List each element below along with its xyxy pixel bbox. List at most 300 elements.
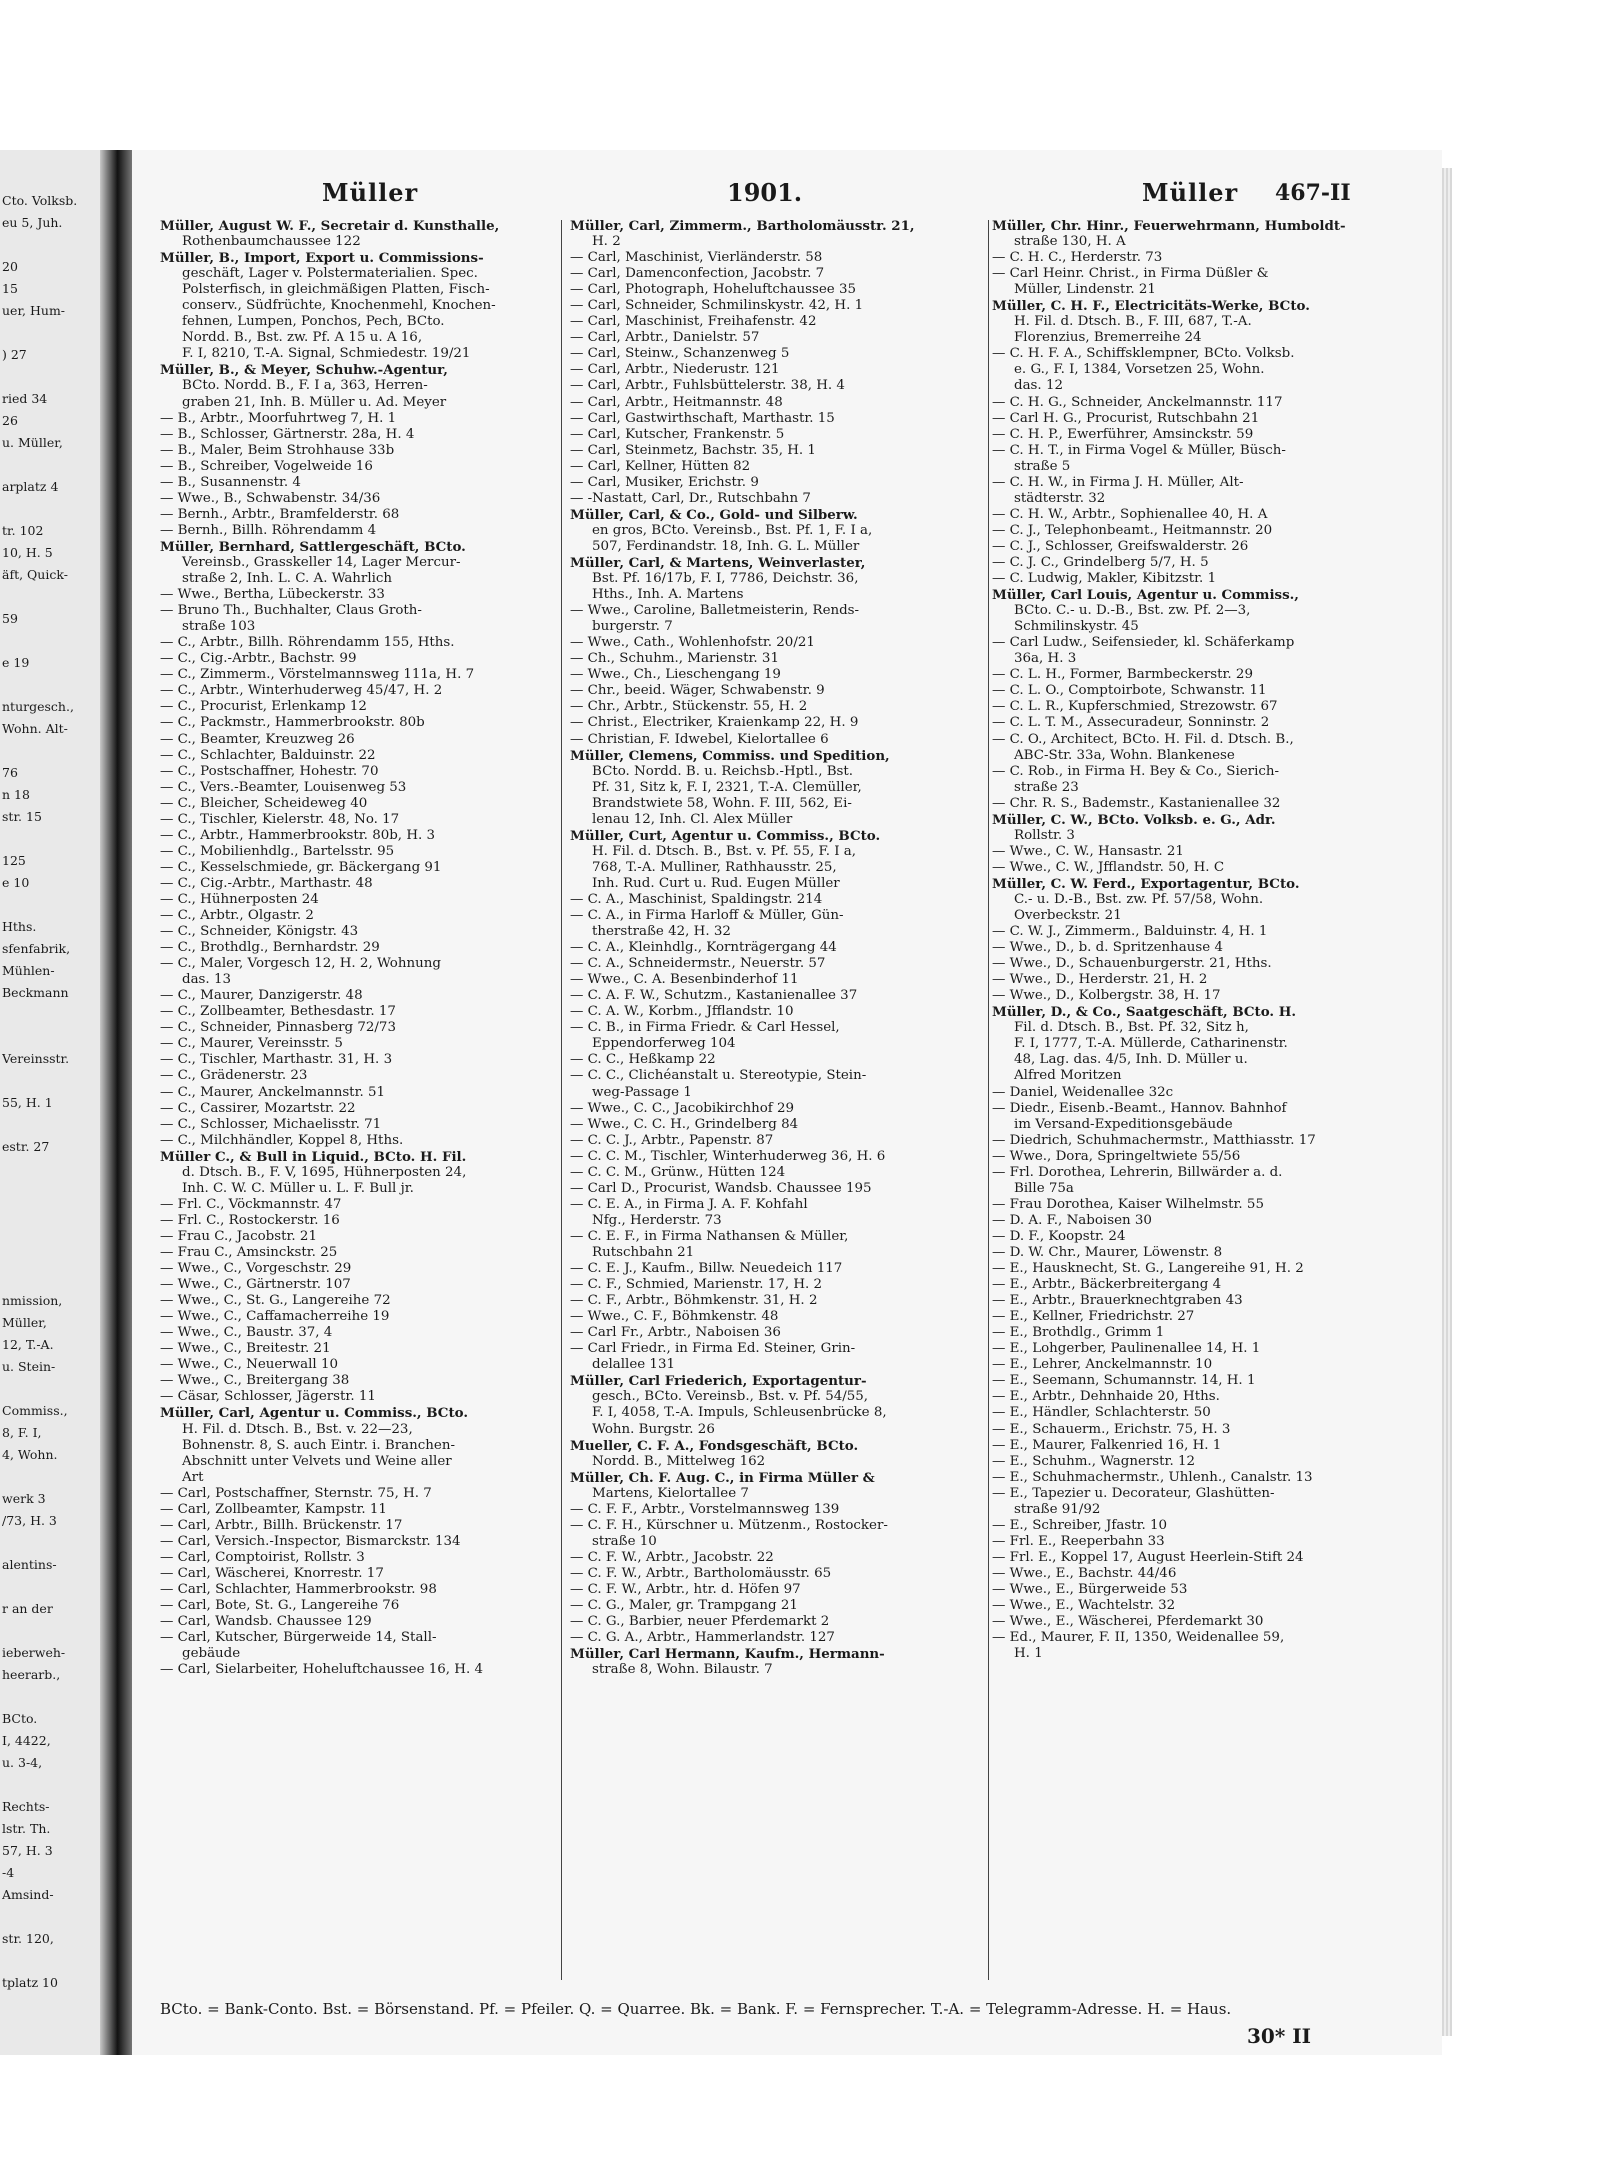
directory-entry-line: — Wwe., D., Kolbergstr. 38, H. 17 <box>992 988 1221 1004</box>
directory-entry-line: — Wwe., D., Schauenburgerstr. 21, Hths. <box>992 956 1272 972</box>
directory-entry-line: — Bruno Th., Buchhalter, Claus Groth- <box>160 603 422 619</box>
directory-entry-line: — C., Milchhändler, Koppel 8, Hths. <box>160 1132 404 1148</box>
directory-entry-line: Müller, B., Import, Export u. Commissions- <box>160 250 484 267</box>
directory-entry-line: — Carl, Photograph, Hoheluftchaussee 35 <box>570 282 857 298</box>
directory-entry-line: — Chr., Arbtr., Stückenstr. 55, H. 2 <box>570 699 808 715</box>
directory-entry-line: — Chr., beeid. Wäger, Schwabenstr. 9 <box>570 683 825 699</box>
directory-entry-line: BCto. Nordd. B. u. Reichsb.-Hptl., Bst. <box>592 763 854 779</box>
facing-page-line: 12, T.-A. <box>2 1337 54 1352</box>
facing-page-line: 57, H. 3 <box>2 1843 53 1858</box>
directory-entry-line: — E., Händler, Schlachterstr. 50 <box>992 1405 1211 1421</box>
directory-entry-line: Müller, August W. F., Secretair d. Kunsthalle, <box>160 218 500 234</box>
facing-page-line: 10, H. 5 <box>2 545 53 560</box>
directory-entry-line: straße 2, Inh. L. C. A. Wahrlich <box>182 571 393 587</box>
directory-entry-line: conserv., Südfrüchte, Knochenmehl, Knochen- <box>182 298 496 314</box>
directory-entry-line: Müller, Carl, Zimmerm., Bartholomäusstr. 21, <box>570 218 915 234</box>
directory-entry-line: straße 5 <box>1014 458 1071 474</box>
directory-entry-line: — E., Lohgerber, Paulinenallee 14, H. 1 <box>992 1341 1261 1357</box>
directory-entry-line: — Wwe., Bertha, Lübeckerstr. 33 <box>160 587 385 603</box>
directory-entry-line: Art <box>182 1469 204 1485</box>
facing-page-line: uer, Hum- <box>2 303 66 318</box>
directory-entry-line: — C. H. F. A., Schiffsklempner, BCto. Volksb. <box>992 346 1295 362</box>
directory-entry-line: — Carl, Arbtr., Danielstr. 57 <box>570 330 760 346</box>
directory-entry-line: Rutschbahn 21 <box>592 1245 695 1260</box>
directory-entry-line: H. Fil. d. Dtsch. B., F. III, 687, T.-A. <box>1014 314 1252 330</box>
directory-entry-line: — E., Hausknecht, St. G., Langereihe 91, H. 2 <box>992 1261 1304 1277</box>
directory-entry-line: — Carl, Kutscher, Bürgerweide 14, Stall- <box>160 1630 437 1646</box>
directory-entry-line: — Carl, Bote, St. G., Langereihe 76 <box>160 1598 400 1614</box>
facing-page-line: alentins- <box>2 1557 57 1572</box>
directory-entry-line: 768, T.-A. Mulliner, Rathhausstr. 25, <box>592 859 837 875</box>
directory-entry-line: Müller, Lindenstr. 21 <box>1014 282 1156 298</box>
directory-entry-line: Müller, Carl Hermann, Kaufm., Hermann- <box>570 1646 885 1663</box>
directory-entry-line: H. Fil. d. Dtsch. B., Bst. v. Pf. 55, F. I a, <box>592 843 857 859</box>
directory-entry-line: — Carl, Kutscher, Frankenstr. 5 <box>570 426 785 442</box>
directory-entry-line: Alfred Moritzen <box>1014 1068 1122 1084</box>
directory-entry-line: — Carl H. G., Procurist, Rutschbahn 21 <box>992 410 1260 426</box>
facing-page-line: werk 3 <box>2 1491 46 1506</box>
directory-entry-line: städterstr. 32 <box>1014 490 1106 506</box>
directory-entry-line: — D. F., Koopstr. 24 <box>992 1228 1126 1244</box>
directory-entry-line: — E., Schuhmachermstr., Uhlenh., Canalstr. 13 <box>992 1469 1313 1485</box>
facing-page-line: 26 <box>2 413 18 428</box>
directory-entry-line: Pf. 31, Sitz k, F. I, 2321, T.-A. Clemüller, <box>592 779 862 795</box>
directory-entry-line: Müller, B., & Meyer, Schuhw.-Agentur, <box>160 362 448 379</box>
directory-entry-line: — Carl, Schlachter, Hammerbrookstr. 98 <box>160 1581 437 1597</box>
facing-page-line: Cto. Volksb. <box>2 193 78 208</box>
directory-entry-line: Florenzius, Bremerreihe 24 <box>1014 330 1202 346</box>
directory-entry-line: Müller, Ch. F. Aug. C., in Firma Müller & <box>570 1469 875 1486</box>
directory-entry-line: — Carl D., Procurist, Wandsb. Chaussee 195 <box>570 1180 872 1196</box>
directory-entry-line: — Wwe., C. A. Besenbinderhof 11 <box>570 972 799 988</box>
directory-entry-line: — Wwe., C. W., Hansastr. 21 <box>992 843 1184 859</box>
directory-entry-line: — C. E. A., in Firma J. A. F. Kohfahl <box>570 1196 808 1212</box>
directory-entry-line: Vereinsb., Grasskeller 14, Lager Mercur- <box>182 554 461 570</box>
directory-entry-line: — Frl. C., Rostockerstr. 16 <box>160 1212 340 1228</box>
directory-entry-line: — Carl, Arbtr., Fuhlsbüttelerstr. 38, H. 4 <box>570 378 845 394</box>
directory-entry-line: — C., Zimmerm., Vörstelmannsweg 111a, H. 7 <box>160 667 475 683</box>
directory-entry-line: Overbeckstr. 21 <box>1014 908 1122 924</box>
facing-page-line: arplatz 4 <box>2 479 59 494</box>
directory-entry-line: lenau 12, Inh. Cl. Alex Müller <box>592 811 793 827</box>
facing-page-line: -4 <box>2 1865 15 1880</box>
book-gutter <box>100 150 132 2055</box>
directory-entry-line: Rollstr. 3 <box>1014 827 1075 843</box>
directory-entry-line: BCto. Nordd. B., F. I a, 363, Herren- <box>182 378 428 394</box>
directory-entry-line: — Wwe., Cath., Wohlenhofstr. 20/21 <box>570 635 815 651</box>
facing-page-line: I, 4422, <box>2 1733 51 1748</box>
directory-entry-line: — Wwe., Caroline, Balletmeisterin, Rends- <box>570 603 860 619</box>
directory-entry-line: — C., Grädenerstr. 23 <box>160 1068 308 1084</box>
directory-entry-line: — Daniel, Weidenallee 32c <box>992 1084 1174 1100</box>
directory-entry-line: — C., Kesselschmiede, gr. Bäckergang 91 <box>160 859 442 875</box>
directory-entry-line: — Frl. E., Koppel 17, August Heerlein-Stift 24 <box>992 1549 1304 1565</box>
directory-entry-line: — B., Schlosser, Gärtnerstr. 28a, H. 4 <box>160 426 415 442</box>
directory-entry-line: therstraße 42, H. 32 <box>592 924 731 940</box>
directory-entry-line: — C. C. M., Grünw., Hütten 124 <box>570 1164 786 1180</box>
directory-entry-line: — B., Susannenstr. 4 <box>160 474 301 490</box>
facing-page-line: tr. 102 <box>2 523 44 538</box>
directory-entry-line: — Carl Heinr. Christ., in Firma Düßler & <box>992 266 1269 282</box>
directory-entry-line: — Wwe., C., Breitestr. 21 <box>160 1341 331 1357</box>
directory-entry-line: Müller, Carl, & Martens, Weinverlaster, <box>570 554 866 571</box>
facing-page-line: 15 <box>2 281 18 296</box>
directory-entry-line: — E., Arbtr., Brauerknechtgraben 43 <box>992 1293 1243 1309</box>
directory-entry-line: fehnen, Lumpen, Ponchos, Pech, BCto. <box>182 314 445 330</box>
directory-entry-line: — C., Schlosser, Michaelisstr. 71 <box>160 1116 382 1132</box>
directory-entry-line: — Wwe., E., Wachtelstr. 32 <box>992 1598 1176 1614</box>
directory-entry-line: — E., Lehrer, Anckelmannstr. 10 <box>992 1357 1213 1373</box>
directory-entry-line: — Wwe., C. W., Jfflandstr. 50, H. C <box>992 859 1225 875</box>
facing-page-line: 55, H. 1 <box>2 1095 53 1110</box>
facing-page-line: Beckmann <box>2 985 69 1000</box>
directory-entry-line: H. 1 <box>1014 1646 1043 1662</box>
directory-entry-line: — Carl, Schneider, Schmilinskystr. 42, H. 1 <box>570 298 864 314</box>
directory-entry-line: Inh. Rud. Curt u. Rud. Eugen Müller <box>592 875 840 891</box>
directory-entry-line: — Carl, Arbtr., Billh. Brückenstr. 17 <box>160 1517 403 1533</box>
entry-columns <box>160 218 1412 1978</box>
directory-entry-line: — C. A., Maschinist, Spaldingstr. 214 <box>570 891 823 907</box>
directory-entry-line: — C. H. W., in Firma J. H. Müller, Alt- <box>992 474 1244 490</box>
directory-entry-line: Bohnenstr. 8, S. auch Eintr. i. Branchen- <box>182 1437 455 1453</box>
directory-entry-line: — C., Schneider, Königstr. 43 <box>160 924 359 940</box>
directory-entry-line: — Wwe., Dora, Springeltwiete 55/56 <box>992 1148 1241 1164</box>
header-year: 1901. <box>727 178 803 207</box>
facing-page-line: str. 120, <box>2 1931 54 1946</box>
directory-entry-line: straße 8, Wohn. Bilaustr. 7 <box>592 1662 773 1678</box>
directory-entry-line: — E., Brothdlg., Grimm 1 <box>992 1325 1165 1341</box>
facing-page-line: /73, H. 3 <box>2 1513 57 1528</box>
facing-page-line: n 18 <box>2 787 30 802</box>
directory-entry-line: — C., Zollbeamter, Bethesdastr. 17 <box>160 1004 396 1020</box>
facing-page-line: 8, F. I, <box>2 1425 42 1440</box>
directory-entry-line: — Carl, Steinw., Schanzenweg 5 <box>570 346 790 362</box>
directory-entry-line: — C. G. A., Arbtr., Hammerlandstr. 127 <box>570 1630 835 1646</box>
directory-entry-line: d. Dtsch. B., F. V, 1695, Hühnerposten 24, <box>182 1164 467 1180</box>
facing-page-line: äft, Quick- <box>2 567 68 582</box>
directory-entry-line: — C., Bleicher, Scheideweg 40 <box>160 795 368 811</box>
facing-page-line: nmission, <box>2 1293 63 1308</box>
directory-entry-line: straße 23 <box>1014 779 1079 795</box>
directory-entry-line: Martens, Kielortallee 7 <box>592 1485 749 1501</box>
directory-entry-line: — Diedr., Eisenb.-Beamt., Hannov. Bahnhof <box>992 1100 1287 1116</box>
directory-entry-line: straße 103 <box>182 619 256 635</box>
directory-entry-line: — C., Mobilienhdlg., Bartelsstr. 95 <box>160 843 395 859</box>
directory-entry-line: — B., Schreiber, Vogelweide 16 <box>160 458 373 474</box>
facing-page-line: eu 5, Juh. <box>2 215 63 230</box>
directory-page <box>132 150 1442 2055</box>
facing-page-line: ) 27 <box>2 347 27 362</box>
directory-entry-line: Müller, Clemens, Commiss. und Spedition, <box>570 747 890 764</box>
directory-entry-line: — Wwe., D., Herderstr. 21, H. 2 <box>992 972 1208 988</box>
directory-entry-line: H. Fil. d. Dtsch. B., Bst. v. 22—23, <box>182 1421 413 1437</box>
directory-entry-line: — Carl, Wandsb. Chaussee 129 <box>160 1614 372 1630</box>
directory-entry-line: — C. H. T., in Firma Vogel & Müller, Büsch- <box>992 442 1286 458</box>
facing-page-line: Amsind- <box>2 1887 54 1902</box>
directory-entry-line: — Frau C., Jacobstr. 21 <box>160 1228 317 1244</box>
directory-entry-line: Müller, C. H. F., Electricitäts-Werke, BCto. <box>992 298 1310 315</box>
directory-entry-line: — Wwe., C., St. G., Langereihe 72 <box>160 1293 391 1309</box>
directory-entry-line: — Wwe., E., Bürgerweide 53 <box>992 1581 1188 1597</box>
directory-entry-line: — Carl, Zollbeamter, Kampstr. 11 <box>160 1501 387 1517</box>
directory-entry-line: — C., Cig.-Arbtr., Marthastr. 48 <box>160 875 373 891</box>
directory-entry-line: — C. J., Schlosser, Greifswalderstr. 26 <box>992 538 1249 554</box>
directory-entry-line: — C., Tischler, Kielerstr. 48, No. 17 <box>160 811 400 827</box>
directory-entry-line: — Wwe., C., Breitergang 38 <box>160 1373 350 1389</box>
header-left-keyword: Müller <box>322 178 419 207</box>
directory-entry-line: — C. Ludwig, Makler, Kibitzstr. 1 <box>992 571 1217 587</box>
facing-page-line: str. 15 <box>2 809 42 824</box>
directory-entry-line: — Wwe., E., Bachstr. 44/46 <box>992 1565 1177 1581</box>
directory-entry-line: — Wwe., C., Neuerwall 10 <box>160 1357 339 1373</box>
facing-page-line: Wohn. Alt- <box>2 721 68 736</box>
page-number: 467-II <box>1275 180 1351 206</box>
directory-entry-line: F. I, 1777, T.-A. Müllerde, Catharinenstr. <box>1014 1036 1288 1052</box>
directory-entry-line: — Frl. Dorothea, Lehrerin, Billwärder a. d. <box>992 1164 1283 1180</box>
directory-entry-line: — C., Cassirer, Mozartstr. 22 <box>160 1100 356 1116</box>
directory-entry-line: — C. L. H., Former, Barmbeckerstr. 29 <box>992 667 1253 683</box>
directory-entry-line: — Carl, Sielarbeiter, Hoheluftchaussee 16, H. 4 <box>160 1662 484 1678</box>
facing-page-line: ieberweh- <box>2 1645 66 1660</box>
facing-page-line: 125 <box>2 853 26 868</box>
directory-entry-line: — Frl. E., Reeperbahn 33 <box>992 1533 1165 1549</box>
directory-entry-line: — Carl Ludw., Seifensieder, kl. Schäferkamp <box>992 635 1295 651</box>
directory-entry-line: — C., Maler, Vorgesch 12, H. 2, Wohnung <box>160 956 441 972</box>
directory-entry-line: — C. H. G., Schneider, Anckelmannstr. 117 <box>992 394 1283 410</box>
directory-entry-line: — C. Rob., in Firma H. Bey & Co., Sierich- <box>992 763 1279 779</box>
directory-entry-line: — C. J. C., Grindelberg 5/7, H. 5 <box>992 554 1209 570</box>
directory-entry-line: — Carl, Gastwirthschaft, Marthastr. 15 <box>570 410 835 426</box>
directory-entry-line: — C., Postschaffner, Hohestr. 70 <box>160 763 379 779</box>
directory-entry-line: Müller C., & Bull in Liquid., BCto. H. Fil. <box>160 1148 467 1165</box>
directory-entry-line: — C. H. P., Ewerführer, Amsinckstr. 59 <box>992 426 1254 442</box>
running-header <box>132 178 1442 212</box>
directory-entry-line: Müller, C. W., BCto. Volksb. e. G., Adr. <box>992 811 1276 828</box>
directory-entry-line: Müller, Bernhard, Sattlergeschäft, BCto. <box>160 538 466 555</box>
directory-entry-line: Eppendorferweg 104 <box>592 1036 736 1052</box>
directory-entry-line: das. 13 <box>182 972 231 988</box>
directory-entry-line: Fil. d. Dtsch. B., Bst. Pf. 32, Sitz h, <box>1014 1020 1249 1036</box>
directory-entry-line: — E., Schauerm., Erichstr. 75, H. 3 <box>992 1421 1231 1437</box>
directory-entry-line: das. 12 <box>1014 378 1063 394</box>
directory-entry-line: — C. A., in Firma Harloff & Müller, Gün- <box>570 908 844 924</box>
directory-entry-line: — C. W. J., Zimmerm., Balduinstr. 4, H. 1 <box>992 924 1268 940</box>
directory-entry-line: — E., Tapezier u. Decorateur, Glashütten- <box>992 1485 1275 1501</box>
directory-entry-line: — C., Maurer, Danzigerstr. 48 <box>160 988 363 1004</box>
directory-entry-line: — Carl, Maschinist, Freihafenstr. 42 <box>570 314 817 330</box>
directory-entry-line: im Versand-Expeditionsgebäude <box>1014 1116 1233 1132</box>
directory-entry-line: — Bernh., Arbtr., Bramfelderstr. 68 <box>160 506 400 522</box>
facing-page-line: Hths. <box>2 919 37 934</box>
facing-page-line: e 19 <box>2 655 30 670</box>
facing-page-line: 20 <box>2 259 18 274</box>
directory-entry-line: — Carl, Musiker, Erichstr. 9 <box>570 474 759 490</box>
directory-entry-line: — -Nastatt, Carl, Dr., Rutschbahn 7 <box>570 490 811 506</box>
directory-entry-line: — Carl, Arbtr., Heitmannstr. 48 <box>570 394 783 410</box>
directory-entry-line: — Wwe., B., Schwabenstr. 34/36 <box>160 490 381 506</box>
facing-page-line: Vereinsstr. <box>2 1051 70 1066</box>
directory-entry-line: — Carl, Damenconfection, Jacobstr. 7 <box>570 266 825 282</box>
directory-entry-line: Inh. C. W. C. Müller u. L. F. Bull jr. <box>182 1180 414 1196</box>
directory-entry-line: — C. O., Architect, BCto. H. Fil. d. Dtsch. B., <box>992 731 1294 747</box>
directory-entry-line: Müller, Carl, Agentur u. Commiss., BCto. <box>160 1405 469 1422</box>
directory-entry-line: — Wwe., E., Wäscherei, Pferdemarkt 30 <box>992 1614 1264 1630</box>
directory-entry-line: — Wwe., C., Vorgeschstr. 29 <box>160 1261 352 1277</box>
directory-entry-line: — C. E. F., in Firma Nathansen & Müller, <box>570 1228 849 1244</box>
facing-page-line: 59 <box>2 611 18 626</box>
directory-entry-line: — C. G., Barbier, neuer Pferdemarkt 2 <box>570 1614 830 1630</box>
directory-entry-line: — Carl, Wäscherei, Knorrestr. 17 <box>160 1565 384 1581</box>
facing-page-line: sfenfabrik, <box>2 941 71 956</box>
directory-entry-line: — Carl, Arbtr., Niederustr. 121 <box>570 362 780 378</box>
directory-entry-line: — C., Arbtr., Billh. Röhrendamm 155, Hths. <box>160 635 455 651</box>
facing-page-line: estr. 27 <box>2 1139 50 1154</box>
directory-entry-line: — C. F. W., Arbtr., Bartholomäusstr. 65 <box>570 1565 832 1581</box>
directory-entry-line: — C. F., Schmied, Marienstr. 17, H. 2 <box>570 1277 823 1293</box>
facing-page-line: ried 34 <box>2 391 48 406</box>
directory-entry-line: ABC-Str. 33a, Wohn. Blankenese <box>1014 747 1235 763</box>
directory-entry-line: geschäft, Lager v. Polstermaterialien. Spec. <box>182 266 478 282</box>
directory-entry-line: — Frl. C., Vöckmannstr. 47 <box>160 1196 342 1212</box>
directory-entry-line: — Carl, Versich.-Inspector, Bismarckstr. 134 <box>160 1533 461 1549</box>
directory-entry-line: — E., Schuhm., Wagnerstr. 12 <box>992 1453 1196 1469</box>
directory-entry-line: — C., Maurer, Vereinsstr. 5 <box>160 1036 343 1052</box>
directory-entry-line: — C., Procurist, Erlenkamp 12 <box>160 699 367 715</box>
directory-entry-line: C.- u. D.-B., Bst. zw. Pf. 57/58, Wohn. <box>1014 891 1264 907</box>
directory-entry-line: — C. A., Schneidermstr., Neuerstr. 57 <box>570 956 826 972</box>
directory-entry-line: — C. C. J., Arbtr., Papenstr. 87 <box>570 1132 774 1148</box>
directory-entry-line: 48, Lag. das. 4/5, Inh. D. Müller u. <box>1014 1052 1248 1068</box>
directory-entry-line: — C. L. T. M., Assecuradeur, Sonninstr. 2 <box>992 715 1270 731</box>
directory-entry-line: — Frau Dorothea, Kaiser Wilhelmstr. 55 <box>992 1196 1264 1212</box>
directory-entry-line: Müller, Curt, Agentur u. Commiss., BCto. <box>570 827 881 844</box>
directory-entry-line: — Carl, Steinmetz, Bachstr. 35, H. 1 <box>570 442 816 458</box>
directory-entry-line: — Frau C., Amsinckstr. 25 <box>160 1245 338 1260</box>
directory-entry-line: — C. E. J., Kaufm., Billw. Neuedeich 117 <box>570 1261 843 1277</box>
directory-entry-line: — C., Tischler, Marthastr. 31, H. 3 <box>160 1052 393 1068</box>
directory-entry-line: — Cäsar, Schlosser, Jägerstr. 11 <box>160 1389 376 1405</box>
directory-entry-line: F. I, 8210, T.-A. Signal, Schmiedestr. 19/21 <box>182 346 471 362</box>
directory-entry-line: — C. C. M., Tischler, Winterhuderweg 36, H. 6 <box>570 1148 886 1164</box>
directory-entry-line: — E., Arbtr., Bäckerbreitergang 4 <box>992 1277 1222 1293</box>
directory-entry-line: — Wwe., C., Caffamacherreihe 19 <box>160 1309 390 1325</box>
directory-entry-line: — C. F. F., Arbtr., Vorstelmannsweg 139 <box>570 1501 840 1517</box>
facing-page-line: Mühlen- <box>2 963 55 978</box>
directory-entry-line: — E., Maurer, Falkenried 16, H. 1 <box>992 1437 1222 1453</box>
signature-mark: 30* II <box>1247 2024 1311 2048</box>
directory-entry-line: Bille 75a <box>1014 1180 1074 1196</box>
directory-entry-line: Polsterfisch, in gleichmäßigen Platten, Fisch- <box>182 282 490 298</box>
directory-entry-line: — C., Vers.-Beamter, Louisenweg 53 <box>160 779 407 795</box>
directory-entry-line: — C., Maurer, Anckelmannstr. 51 <box>160 1084 386 1100</box>
directory-entry-line: 507, Ferdinandstr. 18, Inh. G. L. Müller <box>592 538 860 554</box>
facing-page-line: 76 <box>2 765 18 780</box>
directory-entry-line: — E., Seemann, Schumannstr. 14, H. 1 <box>992 1373 1256 1389</box>
directory-entry-line: Nordd. B., Bst. zw. Pf. A 15 u. A 16, <box>182 330 423 346</box>
directory-entry-line: — C. F. W., Arbtr., Jacobstr. 22 <box>570 1549 774 1565</box>
directory-entry-line: gesch., BCto. Vereinsb., Bst. v. Pf. 54/55, <box>592 1389 869 1405</box>
facing-page-line: lstr. Th. <box>2 1821 51 1836</box>
facing-page-line: e 10 <box>2 875 30 890</box>
directory-entry-line: gebäude <box>182 1646 241 1662</box>
abbreviation-legend: BCto. = Bank-Conto. Bst. = Börsenstand. Pf. = Pfeiler. Q. = Quarree. Bk. = Bank. F. = Fernsprecher. T.-A. = Telegramm-Adresse. H. = Haus. <box>160 2000 1232 2018</box>
directory-entry-line: — E., Schreiber, Jfastr. 10 <box>992 1517 1168 1533</box>
directory-entry-line: Nfg., Herderstr. 73 <box>592 1212 722 1228</box>
directory-entry-line: Müller, Carl Friederich, Exportagentur- <box>570 1373 867 1390</box>
directory-entry-line: straße 130, H. A <box>1014 234 1126 250</box>
facing-page-line: Müller, <box>2 1315 47 1330</box>
directory-entry-line: Brandstwiete 58, Wohn. F. III, 562, Ei- <box>592 795 852 811</box>
directory-entry-line: — Ed., Maurer, F. II, 1350, Weidenallee 59, <box>992 1630 1285 1646</box>
directory-entry-line: — Wwe., C. C. H., Grindelberg 84 <box>570 1116 799 1132</box>
header-right-keyword: Müller <box>1142 178 1239 207</box>
directory-entry-line: e. G., F. I, 1384, Vorsetzen 25, Wohn. <box>1014 362 1265 378</box>
directory-entry-line: straße 10 <box>592 1533 657 1549</box>
directory-entry-line: — D. W. Chr., Maurer, Löwenstr. 8 <box>992 1245 1223 1260</box>
directory-entry-line: Müller, D., & Co., Saatgeschäft, BCto. H. <box>992 1004 1297 1021</box>
entry-column-1 <box>160 218 550 1678</box>
facing-page-line: heerarb., <box>2 1667 61 1682</box>
directory-entry-line: — C. L. R., Kupferschmied, Strezowstr. 67 <box>992 699 1278 715</box>
directory-entry-line: — C. H. W., Arbtr., Sophienallee 40, H. A <box>992 506 1268 522</box>
directory-entry-line: delallee 131 <box>592 1357 675 1373</box>
directory-entry-line: — E., Kellner, Friedrichstr. 27 <box>992 1309 1195 1325</box>
directory-entry-line: — C. F. W., Arbtr., htr. d. Höfen 97 <box>570 1581 801 1597</box>
directory-entry-line: weg-Passage 1 <box>592 1084 692 1100</box>
directory-entry-line: — C., Arbtr., Olgastr. 2 <box>160 908 314 924</box>
facing-page-line: u. Stein- <box>2 1359 56 1374</box>
directory-entry-line: graben 21, Inh. B. Müller u. Ad. Meyer <box>182 394 447 410</box>
directory-entry-line: — Bernh., Billh. Röhrendamm 4 <box>160 522 377 538</box>
directory-entry-line: — C., Arbtr., Winterhuderweg 45/47, H. 2 <box>160 683 443 699</box>
facing-page-line: u. 3-4, <box>2 1755 43 1770</box>
directory-entry-line: — C. C., Clichéanstalt u. Stereotypie, Stein- <box>570 1068 867 1084</box>
facing-page-line: Commiss., <box>2 1403 68 1418</box>
directory-entry-line: — E., Arbtr., Dehnhaide 20, Hths. <box>992 1389 1220 1405</box>
directory-entry-line: — C. B., in Firma Friedr. & Carl Hessel, <box>570 1020 840 1036</box>
directory-entry-line: — Carl, Maschinist, Vierländerstr. 58 <box>570 250 823 266</box>
facing-page-line: r an der <box>2 1601 53 1616</box>
directory-entry-line: — C. L. O., Comptoirbote, Schwanstr. 11 <box>992 683 1267 699</box>
directory-entry-line: Abschnitt unter Velvets und Weine aller <box>182 1453 452 1469</box>
directory-entry-line: Hths., Inh. A. Martens <box>592 587 744 603</box>
directory-entry-line: — C., Cig.-Arbtr., Bachstr. 99 <box>160 651 357 667</box>
facing-page-line: Rechts- <box>2 1799 50 1814</box>
facing-page-line: tplatz 10 <box>2 1975 58 1990</box>
directory-entry-line: — C., Arbtr., Hammerbrookstr. 80b, H. 3 <box>160 827 436 843</box>
directory-entry-line: Mueller, C. F. A., Fondsgeschäft, BCto. <box>570 1437 859 1454</box>
directory-entry-line: Nordd. B., Mittelweg 162 <box>592 1453 766 1469</box>
directory-entry-line: 36a, H. 3 <box>1014 651 1077 667</box>
directory-entry-line: straße 91/92 <box>1014 1501 1101 1517</box>
directory-entry-line: — C., Beamter, Kreuzweg 26 <box>160 731 355 747</box>
directory-entry-line: — Chr. R. S., Bademstr., Kastanienallee 32 <box>992 795 1281 811</box>
facing-page-line: u. Müller, <box>2 435 63 450</box>
directory-entry-line: — C. A. F. W., Schutzm., Kastanienallee 37 <box>570 988 858 1004</box>
directory-entry-line: BCto. C.- u. D.-B., Bst. zw. Pf. 2—3, <box>1014 603 1251 619</box>
directory-entry-line: Rothenbaumchaussee 122 <box>182 234 361 250</box>
directory-entry-line: — Wwe., Ch., Lieschengang 19 <box>570 667 781 683</box>
directory-entry-line: — C., Schneider, Pinnasberg 72/73 <box>160 1020 396 1036</box>
directory-entry-line: H. 2 <box>592 234 621 250</box>
directory-entry-line: — Carl Friedr., in Firma Ed. Steiner, Grin- <box>570 1341 856 1357</box>
directory-entry-line: — Wwe., C., Gärtnerstr. 107 <box>160 1277 351 1293</box>
directory-entry-line: Müller, Chr. Hinr., Feuerwehrmann, Humboldt- <box>992 218 1346 234</box>
facing-page-line: 4, Wohn. <box>2 1447 58 1462</box>
directory-entry-line: — C. F., Arbtr., Böhmkenstr. 31, H. 2 <box>570 1293 818 1309</box>
directory-entry-line: Müller, C. W. Ferd., Exportagentur, BCto. <box>992 875 1300 892</box>
facing-page-line: nturgesch., <box>2 699 74 714</box>
